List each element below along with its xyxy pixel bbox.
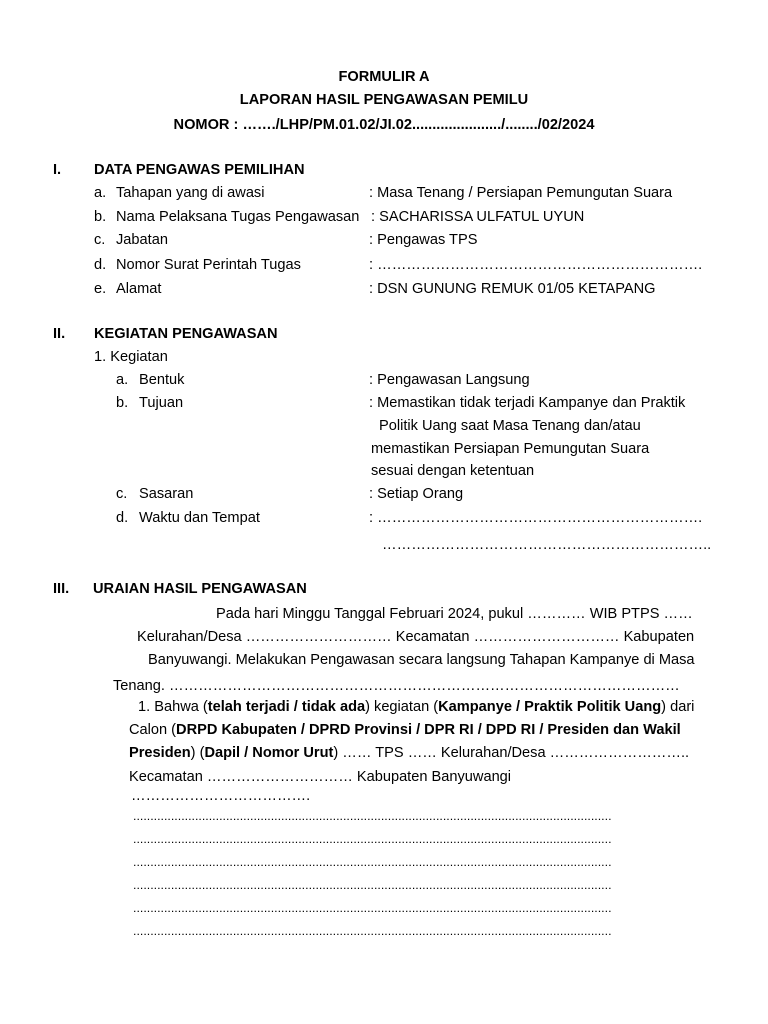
section-1-number: I. bbox=[53, 162, 62, 178]
row-value: : SACHARISSA ULFATUL UYUN bbox=[371, 209, 585, 225]
paragraph-line: Pada hari Minggu Tanggal Februari 2024, pukul ………… WIB PTPS …… bbox=[216, 606, 693, 622]
row-letter: d. bbox=[116, 510, 129, 526]
text-run: ) dari bbox=[661, 699, 695, 715]
row-letter: a. bbox=[116, 372, 129, 388]
row-value: : Setiap Orang bbox=[369, 486, 464, 502]
section-2-title: KEGIATAN PENGAWASAN bbox=[94, 326, 278, 342]
dotted-fill-line: ........................................................................................................................................... bbox=[133, 924, 612, 938]
row-label: Sasaran bbox=[139, 486, 194, 502]
row-label: Bentuk bbox=[139, 372, 185, 388]
finding-line-5: ………………………………. bbox=[131, 788, 311, 804]
row-label: Nama Pelaksana Tugas Pengawasan bbox=[116, 209, 360, 225]
row-letter: d. bbox=[94, 257, 107, 273]
row-letter: c. bbox=[94, 232, 106, 248]
finding-line-2 bbox=[129, 721, 681, 739]
section-1-title: DATA PENGAWAS PEMILIHAN bbox=[94, 162, 305, 178]
text-run-bold: Kampanye / Praktik Politik Uang bbox=[438, 699, 662, 715]
tujuan-continuation: sesuai dengan ketentuan bbox=[371, 463, 535, 479]
section-3-number: III. bbox=[53, 581, 70, 597]
row-value: : Pengawas TPS bbox=[369, 232, 478, 248]
dotted-fill-line: ........................................................................................................................................... bbox=[133, 855, 612, 869]
finding-line-3 bbox=[129, 744, 689, 762]
row-value: : DSN GUNUNG REMUK 01/05 KETAPANG bbox=[369, 281, 656, 297]
section-3-title: URAIAN HASIL PENGAWASAN bbox=[93, 581, 307, 597]
text-run-bold: Dapil / Nomor Urut bbox=[204, 745, 334, 761]
paragraph-line: Kelurahan/Desa ………………………… Kecamatan ………………………… Kabupaten bbox=[137, 629, 695, 645]
row-letter: b. bbox=[94, 209, 107, 225]
tujuan-continuation: memastikan Persiapan Pemungutan Suara bbox=[371, 441, 650, 457]
dotted-fill-line: ........................................................................................................................................... bbox=[133, 901, 612, 915]
paragraph-line: Tenang. …………………………………………………………………………………………… bbox=[113, 678, 680, 694]
row-label: Jabatan bbox=[116, 232, 168, 248]
text-run: Calon ( bbox=[129, 722, 177, 738]
dotted-fill-line: ........................................................................................................................................... bbox=[133, 878, 612, 892]
row-label: Alamat bbox=[116, 281, 162, 297]
finding-line-1 bbox=[138, 698, 694, 716]
row-letter: c. bbox=[116, 486, 128, 502]
text-run: ) kegiatan ( bbox=[365, 699, 439, 715]
row-value: : …………………………………………………………. bbox=[369, 510, 703, 526]
form-subtitle: LAPORAN HASIL PENGAWASAN PEMILU bbox=[239, 92, 529, 108]
row-value: : Masa Tenang / Persiapan Pemungutan Suara bbox=[369, 185, 673, 201]
form-number: NOMOR : ……./LHP/PM.01.02/JI.02....................../......../02/2024 bbox=[173, 117, 595, 133]
row-letter: e. bbox=[94, 281, 107, 297]
text-run-bold: DRPD Kabupaten / DPRD Provinsi / DPR RI / DPD RI / Presiden dan Wakil bbox=[176, 722, 681, 738]
section-2-subheading: 1. Kegiatan bbox=[94, 349, 168, 365]
text-run: ) …… TPS …… Kelurahan/Desa ……………………….. bbox=[333, 745, 690, 761]
row-label: Waktu dan Tempat bbox=[139, 510, 260, 526]
text-run-bold: telah terjadi / tidak ada bbox=[207, 699, 366, 715]
finding-line-4: Kecamatan ………………………… Kabupaten Banyuwangi bbox=[129, 769, 512, 785]
row-value: : Pengawasan Langsung bbox=[369, 372, 530, 388]
tujuan-continuation: Politik Uang saat Masa Tenang dan/atau bbox=[379, 418, 641, 434]
row-label: Tahapan yang di awasi bbox=[116, 185, 265, 201]
row-value: : Memastikan tidak terjadi Kampanye dan Praktik bbox=[369, 395, 686, 411]
waktu-continuation: ………………………………………………………….. bbox=[382, 537, 712, 553]
form-title: FORMULIR A bbox=[338, 69, 430, 85]
text-run: 1. Bahwa ( bbox=[138, 699, 208, 715]
text-run-bold: Presiden bbox=[129, 745, 191, 761]
section-2-number: II. bbox=[53, 326, 66, 342]
dotted-fill-line: ........................................................................................................................................... bbox=[133, 809, 612, 823]
row-label: Nomor Surat Perintah Tugas bbox=[116, 257, 301, 273]
row-letter: a. bbox=[94, 185, 107, 201]
dotted-fill-line: ........................................................................................................................................... bbox=[133, 832, 612, 846]
text-run: ) ( bbox=[190, 745, 205, 761]
row-letter: b. bbox=[116, 395, 129, 411]
row-label: Tujuan bbox=[139, 395, 184, 411]
row-value: : …………………………………………………………. bbox=[369, 257, 703, 273]
paragraph-line: Banyuwangi. Melakukan Pengawasan secara langsung Tahapan Kampanye di Masa bbox=[148, 652, 695, 668]
